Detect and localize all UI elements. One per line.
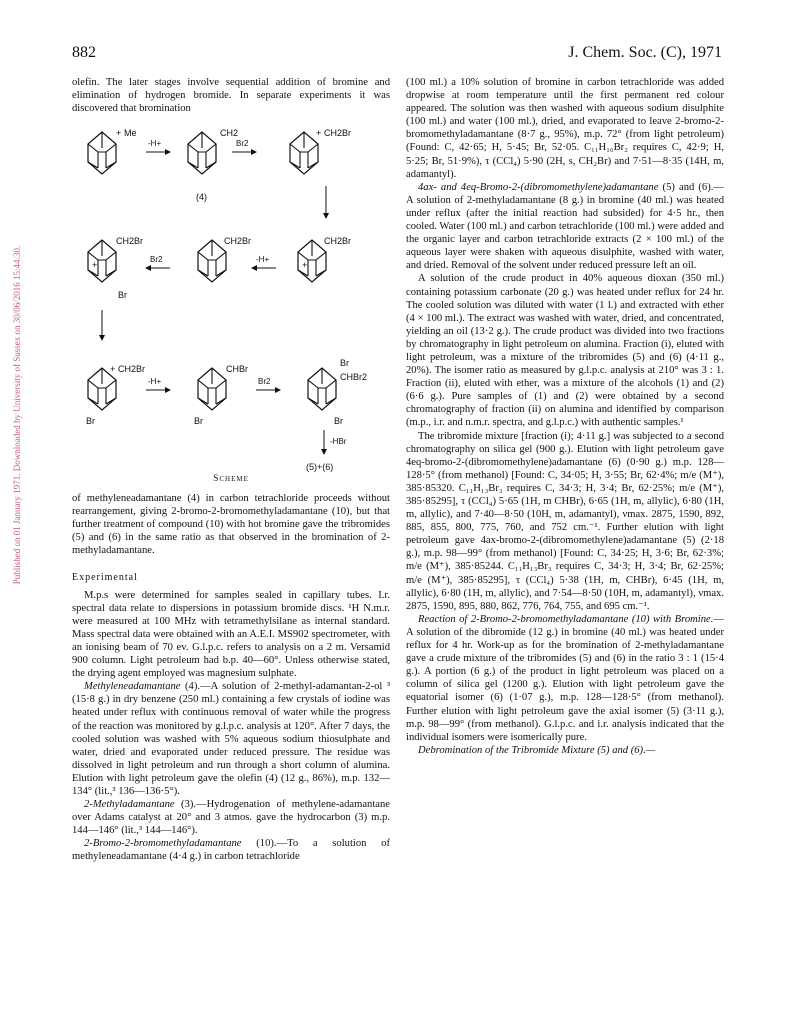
experimental-heading: Experimental — [72, 572, 138, 584]
methyleneadamantane-title: Methyleneadamantane — [84, 681, 181, 693]
right-paragraph-1: (100 ml.) a 10% solution of bromine in carbon tetrachloride was added dropwise at room temperature until the first permanent red colour appeared. The solution was then washed with aqueous sodium disulphite (100 ml.) and water (100 ml.), dried, and evaporated to leave 2-bromo-2-bromomethyladamantane (8·7 g., 95%), m.p. 72° (from light petroleum) (Found: C, 42·65; H, 5·45; Br, 52·05. C₁₁H₁₆Br₂ requires C, 42·9; H, 5·25; Br, 51·9%), τ (CCl₄) 5·90 (2H, s, CH₂Br) and 7·51—8·35 (14H, m, adamantyl). — [406, 77, 724, 180]
dibromo-cation-structure — [88, 368, 116, 410]
download-watermark — [10, 200, 24, 630]
row1-plus-2: + — [316, 128, 322, 138]
row3-plus: + — [110, 364, 116, 374]
compound-4-label: (4) — [196, 192, 207, 202]
row2-plus-1: + — [92, 260, 98, 270]
arrow-down-3-label: -HBr — [330, 437, 347, 446]
row2-ch2br-1: CH2Br — [116, 236, 144, 246]
methyleneadamantane-paragraph — [72, 680, 390, 798]
row3-br-2: Br — [194, 416, 203, 426]
bromomethyl-cation-structure — [290, 132, 318, 174]
right-paragraph-6 — [406, 744, 724, 757]
right-column — [406, 76, 724, 757]
arrow-6-label: Br2 — [258, 377, 271, 386]
arrow-4-label: -H+ — [256, 255, 270, 264]
adamantane-cation-1 — [88, 132, 116, 174]
methyladamantane-text: (3).—Hydrogenation of methylene-adamantane over Adams catalyst at 20° and 3 atmos. gave the hydrocarbon (3) m.p. 144—146° (lit.,³ 144—146°). — [72, 799, 390, 837]
methyladamantane-title: 2-Methyladamantane — [84, 799, 175, 811]
journal-header: J. Chem. Soc. (C), 1971 — [568, 44, 722, 61]
row1-ch2br: CH2Br — [324, 128, 352, 138]
row2-br-1: Br — [118, 290, 127, 300]
row3-chbr: CHBr — [226, 364, 248, 374]
page-number: 882 — [72, 44, 96, 61]
bromomethyladamantane-title: 2-Bromo-2-bromomethyladamantane — [84, 838, 242, 850]
after-scheme-paragraph: of methyleneadamantane (4) in carbon tetrachloride proceeds without rearrangement, giving 2-bromo-2-bromomethyladamantane (10), but that further treatment of compound (10) with hot bromine gave the tribromides (5) and (6) in the same ratio as that observed in the bromination of 2-methyladamantane. — [72, 493, 390, 557]
row3-br-1: Br — [86, 416, 95, 426]
download-watermark-text: Published on 01 January 1971. Downloaded by University of Sussex on 30/06/2016 15:44:30. — [12, 245, 22, 585]
bromomethyladamantane-text: (10).—To a solution of methyleneadamantane (4·4 g.) in carbon tetrachloride — [72, 838, 390, 863]
left-column — [72, 76, 390, 115]
arrow-3-label: Br2 — [150, 255, 163, 264]
reaction-title: Reaction of 2-Bromo-2-bromomethyladamantane (10) with Bromine. — [418, 613, 714, 625]
arrow-2-label: Br2 — [236, 139, 249, 148]
bromomethyl-olefin-structure — [198, 240, 226, 282]
arrow-5-label: -H+ — [148, 377, 162, 386]
methyleneadamantane-structure — [188, 132, 216, 174]
row2-plus-2: + — [302, 260, 308, 270]
scheme-caption: Scheme — [213, 474, 249, 484]
left-column-lower — [72, 492, 390, 864]
row1-plus: + — [116, 128, 122, 138]
right-paragraph-3: A solution of the crude product in 40% aqueous dioxan (350 ml.) containing potassium carbonate (20 g.) was heated under reflux for 24 hr. The cooled solution was diluted with water (1 l.) and extracted with ether (4 × 100 ml.). The extract was washed with water, dried, and concentrated, yielding an oil (13·2 g.). The crude product was divided into two fractions by chromatography in light petroleum on alumina. Fraction (i), eluted with light petroleum, was a mixture of the tribromides (5) and (6) (4·11 g., 20%). The isomer ratio as measured by g.l.p.c. analysis at 210° was 3 : 1. Fraction (ii), eluted with ether, was a mixture of the alcohols (1) and (2) (6·6 g.). Pure samples of (1) and (2) were obtained by a second chromatography of fraction (ii) on alumina and identified by comparison (m.p., i.r. and n.m.r. spectra, and g.l.p.c.) with authentic samples.¹ — [406, 273, 724, 429]
methods-paragraph: M.p.s were determined for samples sealed in capillary tubes. I.r. spectral data relate to dispersions in potassium bromide discs. ¹H N.m.r. were measured at 100 MHz with tetramethylsilane as internal standard. Mass spectral data were obtained with an A.E.I. MS902 spectrometer, with an ionising beam of 70 ev. G.l.p.c. refers to analysis on a 2 m. Versamid 900 column. Light petroleum had b.p. 40—60°. Unless otherwise stated, the drying agent employed was magnesium sulphate. — [72, 589, 390, 680]
row1-methyl: Me — [124, 128, 137, 138]
scheme-drawing — [72, 118, 390, 488]
methyleneadamantane-text: (4).—A solution of 2-methyl-adamantan-2-ol ³ (15·8 g.) in dry benzene (250 ml.) containing a few crystals of iodine was heated under reflux with continuous removal of water while the progress of the reaction was monitored by g.l.p.c. analysis at 120°. After 7 days, the cooled solution was washed with 5% aqueous sodium thiosulphate and water, dried and evaporated under reduced pressure. The residue was dissolved in light petroleum and run through a short column of alumina. Elution with light petroleum gave the olefin (4) (12 g., 86%), m.p. 132—134° (lit.,³ 136—136·5°). — [72, 681, 390, 797]
bromomethylene-structure — [198, 368, 226, 410]
row1-ch2: CH2 — [220, 128, 239, 138]
methyladamantane-paragraph — [72, 798, 390, 837]
right-paragraph-5 — [406, 613, 724, 744]
row2-ch2br-2: CH2Br — [224, 236, 252, 246]
right-paragraph-4: The tribromide mixture [fraction (i); 4·11 g.] was subjected to a second chromatography on silica gel (900 g.). Elution with light petroleum gave 4eq-bromo-2-(dibromomethylene)adamantane (6) (0·90 g.) m.p. 128—128·5° (from methanol) [Found: C, 34·05; H, 3·55; Br, 62·4%; m/e (M⁺), 385·85320. C₁₁H₁₃Br₃ requires C, 34·3; H, 3·4; Br, 62·25%; m/e (M⁺), 385·85295], τ (CCl₄) 5·65 (1H, m CHBr), 6·65 (1H, m, allylic), 6·80 (1H, m, allylic), and 7·40—8·50 (10H, m, adamantyl), νmax. 2875, 1590, 892, 885, 855, 800, 775, 760, and 752 cm.⁻¹. Further elution with light petroleum gave 4ax-bromo-2-(dibromomethylene)adamantane (5) (2·18 g.), m.p. 98—99° (from methanol) [Found: C, 34·25; H, 3·6; Br, 62·3%; m/e (M⁺), 385·85244. C₁₁H₁₃Br₃ requires C, 34·3; H, 3·4; Br, 62·25%; m/e (M⁺), 385·85295], τ (CCl₄) 5·38 (1H, m, CHBr), 6·45 (1H, m, allylic), 6·80 (1H, m, allylic), and 7·54—8·50 (10H, m, adamantyl), νmax. 2875, 1590, 895, 880, 862, 776, 764, 755, and 695 cm.⁻¹. — [406, 430, 724, 612]
scheme-result: (5)+(6) — [306, 462, 334, 472]
row3-br-3: Br — [340, 358, 349, 368]
tribromide-structure — [308, 368, 336, 410]
arrow-1-label: -H+ — [148, 139, 162, 148]
row2-ch2br-3: CH2Br — [324, 236, 352, 246]
row3-ch2br: CH2Br — [118, 364, 146, 374]
row3-br-4: Br — [334, 416, 343, 426]
right-paragraph-2 — [406, 181, 724, 273]
tribromide-text: (5) and (6).—A solution of 2-methyladamantane (8 g.) in bromine (40 ml.) was heated under reflux (after the initial reaction had subsided) for 4·5 hr., then cooled. Water (100 ml.) and carbon tetrachloride (100 ml.) were added and the organic layer and carbon tetrachloride extracts (2 × 100 ml.) of the aqueous layer were shaken with aqueous disulphite, washed with water, and dried. Removal of the solvent under reduced pressure left an oil. — [406, 181, 724, 272]
debromination-title: Debromination of the Tribromide Mixture (5) and (6).— — [418, 744, 656, 756]
reaction-text: —A solution of the dibromide (12 g.) in bromine (40 ml.) was heated under reflux for 4 hr. Work-up as for the bromination of 2-methyladamantane gave a crude mixture of the tribromides (5) and (6) in the ratio 3 : 1 (15·4 g.). A portion (6 g.) of the product in light petroleum was placed on a column of silica gel (1200 g.). Elution with light petroleum gave the equatorial isomer (6) (1·07 g.), m.p. 128—128·5° (from methanol). Further elution with light petroleum gave the axial isomer (5) (3·11 g.), m.p. 98—99° (from methanol). G.l.p.c. and i.r. analysis indicated that the individual isomers were isomerically pure. — [406, 613, 724, 743]
bromomethyladamantane-paragraph — [72, 837, 390, 863]
row3-chbr2: CHBr2 — [340, 372, 368, 382]
tribromide-title: 4ax- and 4eq-Bromo-2-(dibromomethylene)adamantane — [418, 181, 659, 193]
reaction-scheme — [72, 118, 390, 488]
intro-paragraph: olefin. The later stages involve sequential addition of bromine and elimination of hydrogen bromide. In separate experiments it was discovered that bromination — [72, 77, 390, 115]
